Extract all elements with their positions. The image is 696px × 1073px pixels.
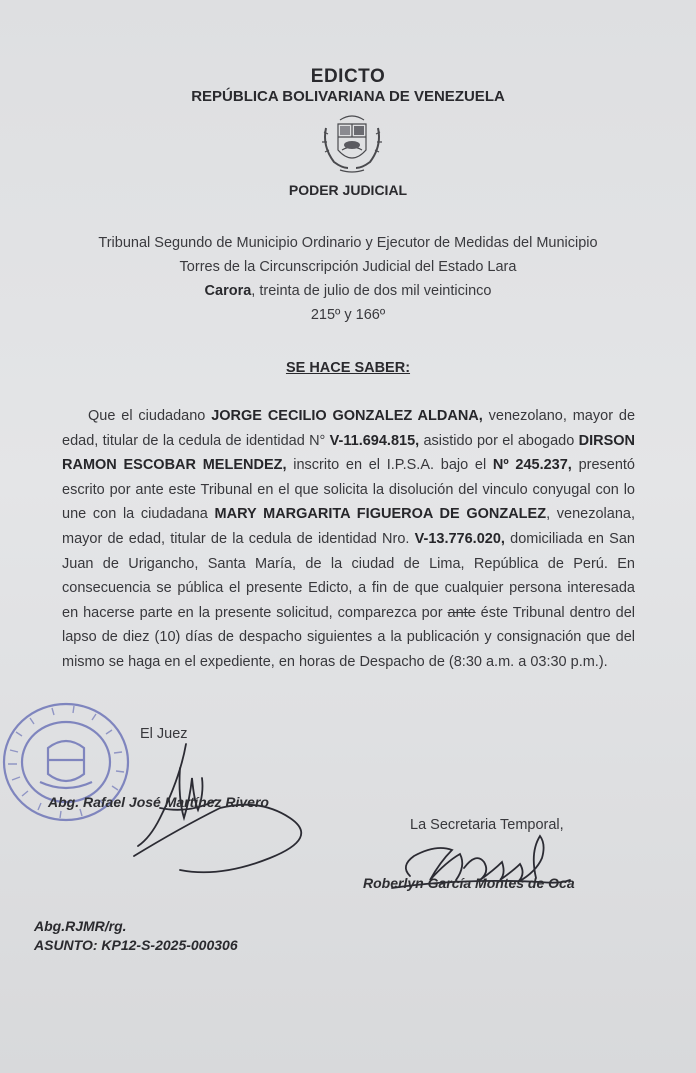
body-text-3: asistido por el abogado	[419, 432, 579, 449]
edict-body	[62, 404, 635, 675]
body-text-1: Que el ciudadano	[88, 408, 212, 424]
secretary-name: Roberlyn García Montes de Oca	[363, 875, 575, 891]
body-text-7: domiciliada en San Juan de Urigancho, Santa María, de la ciudad de Lima, República de Perú. En consecuencia se pública el presente Edicto, a fin de que cualquier persona interesada en hacerse parte en la presente solicitud, comparezca por	[62, 530, 635, 621]
coat-of-arms-icon	[318, 110, 386, 176]
body-text-4: inscrito en el I.P.S.A. bajo el	[286, 457, 493, 474]
document-title: EDICTO	[310, 66, 386, 87]
body-text-8: éste Tribunal dentro del lapso de diez (10) días de despacho siguientes a la publicación y consignación que del mismo se haga en el expediente, en horas de Despacho de (8:30 a.m. a 03:30 p.m.).	[62, 604, 635, 670]
spouse-id: V-13.776.020,	[414, 530, 505, 547]
court-date: , treinta de julio de dos mil veinticinco	[251, 283, 492, 299]
drafter-initials: Abg.RJMR/rg.	[34, 918, 127, 934]
body-text-5: presentó escrito por ante este Tribunal en el que solicita la disolución del vinculo conyugal con lo une con la ciudadana	[62, 457, 635, 523]
judge-name: Abg. Rafael José Martínez Rivero	[48, 794, 269, 810]
lawyer-registration: Nº 245.237,	[492, 457, 572, 474]
petitioner-id: V-11.694.815,	[329, 432, 420, 449]
republic-name: REPÚBLICA BOLIVARIANA DE VENEZUELA	[191, 88, 505, 105]
court-line-1: Tribunal Segundo de Municipio Ordinario y Ejecutor de Medidas del Municipio	[98, 235, 598, 251]
court-years: 215º y 166º	[310, 307, 386, 323]
spouse-name: MARY MARGARITA FIGUEROA DE GONZALEZ	[214, 506, 547, 523]
judicial-branch: PODER JUDICIAL	[288, 182, 408, 198]
notice-heading: SE HACE SABER:	[285, 360, 411, 376]
judge-signature-icon	[120, 738, 340, 888]
struck-word: ante	[447, 604, 476, 621]
court-date-line	[0, 279, 696, 303]
lawyer-name: DIRSON RAMON ESCOBAR MELENDEZ,	[62, 432, 636, 474]
court-block	[0, 231, 696, 327]
secretary-title: La Secretaria Temporal,	[410, 817, 564, 833]
judge-title: El Juez	[140, 726, 188, 742]
court-city: Carora	[204, 283, 252, 299]
court-line-2: Torres de la Circunscripción Judicial del Estado Lara	[179, 259, 517, 275]
petitioner-name: JORGE CECILIO GONZALEZ ALDANA,	[211, 408, 483, 424]
case-number: ASUNTO: KP12-S-2025-000306	[34, 937, 238, 953]
body-text-6: , venezolana, mayor de edad, titular de la cedula de identidad Nro.	[62, 506, 635, 547]
body-text-2: venezolano, mayor de edad, titular de la cedula de identidad N°	[62, 408, 636, 449]
